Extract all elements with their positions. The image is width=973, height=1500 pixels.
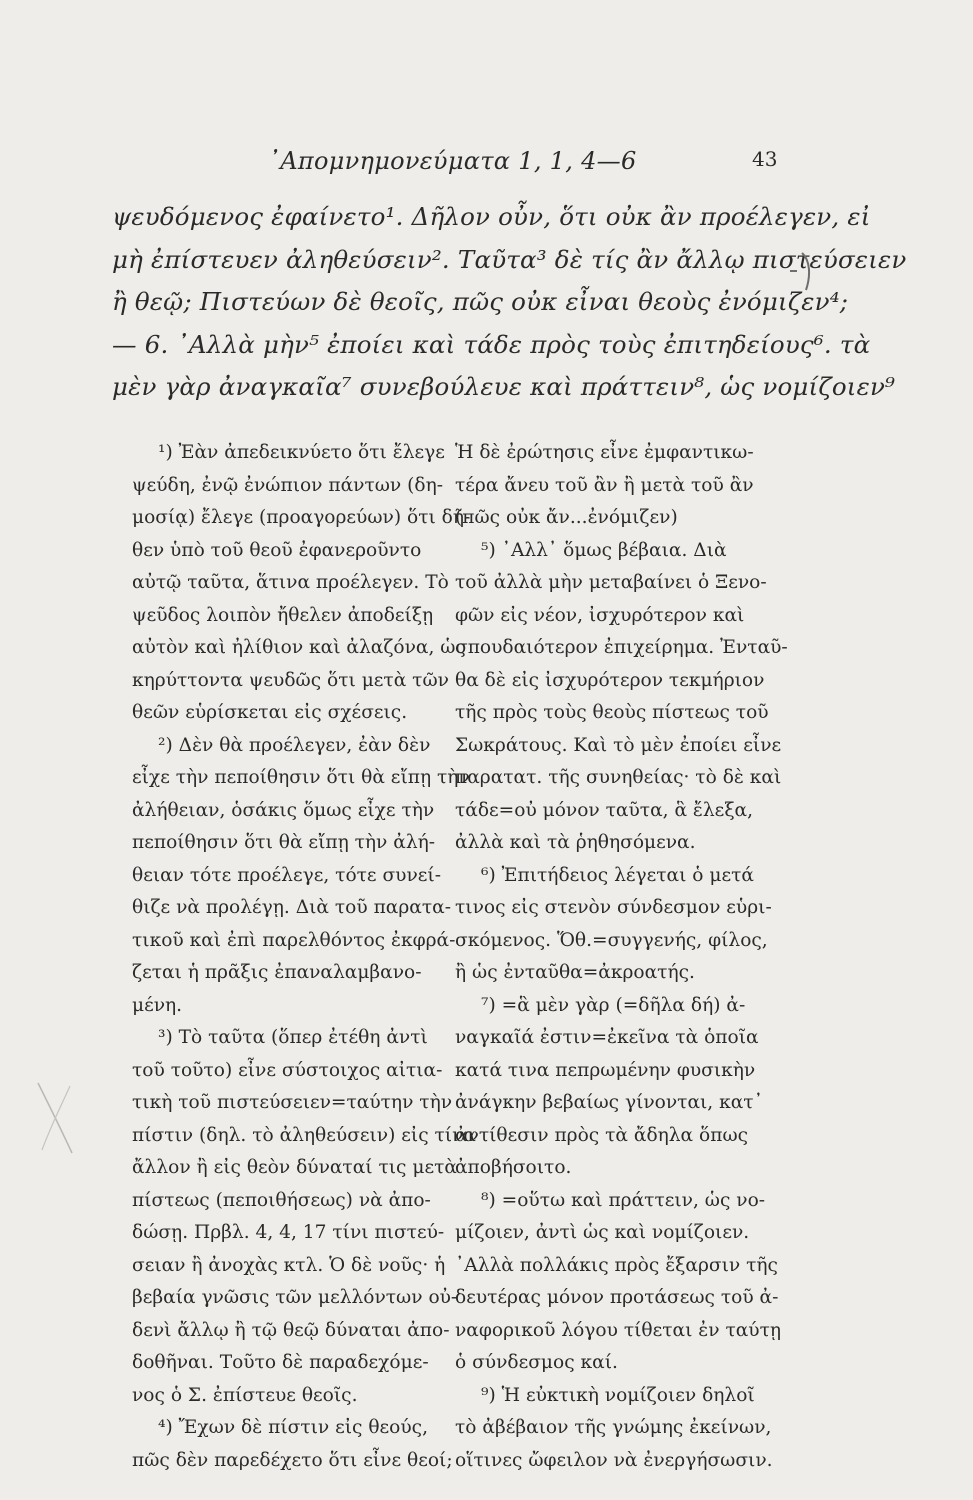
footnote-line [132,1120,476,1153]
footnote-text: ζεται ἡ πρᾶξις ἐπαναλαμβανο- [132,962,422,983]
footnote-line [132,1250,446,1283]
footnotes-left-column [132,437,476,1477]
footnote-line [132,1347,440,1380]
footnote-line [455,600,795,633]
footnote-text: ᾿Αλλ᾿ ὅμως βέβαια. Διὰ [501,539,727,561]
footnote-text: (πῶς οὐκ ἄν...ἐνόμιζεν) [455,507,678,528]
footnote-text: ἄλλον ἢ εἰς θεὸν δύναταί τις μετὰ [132,1157,457,1178]
running-title: ᾿Απομνημονεύματα 1, 1, 4—6 [268,147,637,175]
footnote-marker: ⁷) [481,994,496,1016]
footnote-text: οἵτινες ὤφειλον νὰ ἐνεργήσωσιν. [455,1449,773,1471]
footnote-line [455,1022,795,1055]
footnote-text: ἀλήθειαν, ὁσάκις ὅμως εἶχε τὴν [132,799,435,821]
footnote-line [132,860,440,893]
footnote-text: αὐτὸν καὶ ἠλίθιον καὶ ἀλαζόνα, ὡς [132,637,466,658]
main-text [112,196,907,409]
footnote-line [132,502,471,535]
footnote-line [132,892,451,925]
footnote-line [455,990,795,1023]
footnote-line [132,1152,457,1185]
footnote-text: τικοῦ καὶ ἐπὶ παρελθόντος ἐκφρά- [132,929,456,951]
footnote-line [132,1445,453,1478]
footnote-text: μοσίᾳ) ἔλεγε (προαγορεύων) ὅτι δῆ- [132,507,471,528]
footnote-line [455,1087,795,1120]
footnote-line [455,827,795,860]
footnote-text: Ἐὰν ἀπεδεικνύετο ὅτι ἔλεγε [178,442,445,463]
footnote-text: Δὲν θὰ προέλεγεν, ἐὰν δὲν [178,734,431,756]
footnote-text: βεβαία γνῶσις τῶν μελλόντων οὐ- [132,1287,458,1308]
footnote-line [455,632,795,665]
footnote-line [132,990,440,1023]
footnote-text: Σωκράτους. Καὶ τὸ μὲν ἐποίει εἶνε [455,734,782,756]
footnote-marker: ³) [158,1027,173,1048]
footnote-text: ὁ σύνδεσμος καί. [455,1352,618,1373]
footnote-line [455,1380,795,1413]
footnote [455,990,795,1185]
footnotes-right-column [455,437,795,1477]
footnote-line [132,1412,440,1445]
bracket-mark [780,245,820,305]
footnote-text: ἀντίθεσιν πρὸς τὰ ἄδηλα ὅπως [455,1124,749,1146]
footnote-text: πίστεως (πεποιθήσεως) νὰ ἀπο- [132,1189,431,1211]
footnote-text: σπουδαιότερον ἐπιχείρημα. Ἐνταῦ- [455,637,788,658]
page-number: 43 [752,147,778,171]
footnote-line [455,1315,795,1348]
footnote-text: τοῦ τοῦτο) εἶνε σύστοιχος αἰτια- [132,1059,443,1081]
footnote-line [132,730,440,763]
footnote-marker: ²) [158,734,173,756]
footnote-text: φῶν εἰς νέον, ἰσχυρότερον καὶ [455,604,745,626]
footnote-text: πεποίθησιν ὅτι θὰ εἴπῃ τὴν ἀλή- [132,832,436,853]
footnote-line [455,762,795,795]
footnote-text: ναφορικοῦ λόγου τίθεται ἐν ταύτῃ [455,1319,782,1341]
footnote [455,437,795,535]
footnote-text: θεν ὑπὸ τοῦ θεοῦ ἐφανεροῦντο [132,539,422,561]
page-header [0,143,973,183]
footnote-line [132,1315,450,1348]
footnote-line [132,437,445,470]
footnote-text: αὐτῷ ταῦτα, ἅτινα προέλεγεν. Τὸ [132,572,449,593]
footnote-line [132,1380,440,1413]
footnote-text: θα δὲ εἰς ἰσχυρότερον τεκμήριον [455,669,765,691]
footnote-text: μένη. [132,994,183,1016]
footnote-line [132,632,466,665]
footnote-text: Ἡ δὲ ἐρώτησις εἶνε ἐμφαντικω- [455,442,754,463]
footnote [455,1380,795,1478]
footnote [132,437,471,730]
footnote [132,1022,476,1412]
footnote-marker: ⁶) [481,864,496,886]
footnote-text: δενὶ ἄλλῳ ἢ τῷ θεῷ δύναται ἀπο- [132,1319,450,1341]
footnote-text: θειαν τότε προέλεγε, τότε συνεί- [132,864,441,886]
footnote-text: θεῶν εὑρίσκεται εἰς σχέσεις. [132,702,408,723]
footnote-line [455,1445,795,1478]
footnote-line [132,1185,440,1218]
main-text-line: μὴ ἐπίστευεν ἀληθεύσειν². Ταῦτα³ δὲ τίς ἂν ἄλλῳ πιστεύσειεν [112,244,907,274]
footnote-line [455,697,795,730]
footnote-marker: ⁸) [481,1189,496,1211]
footnote-line [455,892,795,925]
footnote-text: τῆς πρὸς τοὺς θεοὺς πίστεως τοῦ [455,702,769,723]
footnote-text: σκόμενος. Ὅθ.=συγγενής, φίλος, [455,929,768,951]
footnote-line [132,600,440,633]
footnote [455,1185,795,1380]
footnote [132,1412,453,1477]
footnote-text: παρατατ. τῆς συνηθείας· τὸ δὲ καὶ [455,767,782,788]
footnote-text: Τὸ ταῦτα (ὅπερ ἐτέθη ἀντὶ [178,1027,428,1048]
main-text-line: ψευδόμενος ἐφαίνετο¹. Δῆλον οὖν, ὅτι οὐκ ἂν προέλεγεν, εἰ [112,202,871,231]
footnote-line [132,795,440,828]
footnote-text: εἶχε τὴν πεποίθησιν ὅτι θὰ εἴπῃ τὴν [132,767,470,788]
main-text-line: ἢ θεῷ; Πιστεύων δὲ θεοῖς, πῶς οὐκ εἶναι θεοὺς ἐνόμιζεν⁴; [112,287,849,316]
footnote-marker: ⁹) [481,1384,496,1406]
footnote [455,860,795,990]
footnote-text: =ἃ μὲν γὰρ (=δῆλα δή) ἀ- [501,994,746,1016]
footnote-text: σειαν ἢ ἀνοχὰς κτλ. Ὁ δὲ νοῦς· ἡ [132,1254,446,1276]
footnote-line [455,470,795,503]
footnote-line [455,1217,795,1250]
footnote-text: ἀνάγκην βεβαίως γίνονται, κατ᾿ [455,1092,763,1113]
footnote-text: δευτέρας μόνον προτάσεως τοῦ ἀ- [455,1287,779,1308]
footnote-line [132,762,470,795]
footnote-line [455,1282,795,1315]
footnote-text: κηρύττοντα ψευδῶς ὅτι μετὰ τῶν [132,669,449,691]
footnote-text: ψεῦδος λοιπὸν ἤθελεν ἀποδείξῃ [132,604,434,626]
footnote-text: τάδε=οὐ μόνον ταῦτα, ἃ ἔλεξα, [455,799,754,821]
footnote-line [455,1347,795,1380]
footnote-line [455,860,795,893]
footnote-line [132,1217,445,1250]
footnote-line [455,957,795,990]
footnote-marker: ⁵) [481,539,496,561]
footnote-text: τικὴ τοῦ πιστεύσειεν=ταύτην τὴν [132,1092,453,1113]
footnote-marker: ⁴) [158,1417,173,1438]
footnote-line [455,1185,795,1218]
footnote-line [132,1282,458,1315]
footnote-line [455,502,795,535]
footnote-line [455,795,795,828]
footnote-line [132,957,440,990]
footnote-line [455,1120,795,1153]
footnote-text: τινος εἰς στενὸν σύνδεσμον εὑρι- [455,897,772,918]
footnote [455,535,795,860]
main-text-line: μὲν γὰρ ἀναγκαῖα⁷ συνεβούλευε καὶ πράττειν⁸, ὡς νομίζοιεν⁹ [112,372,896,401]
footnote-line [132,1055,443,1088]
footnote-line [132,925,456,958]
footnote-line [455,1152,795,1185]
footnote-text: τὸ ἀβέβαιον τῆς γνώμης ἐκείνων, [455,1417,772,1438]
footnote-text: πῶς δὲν παρεδέχετο ὅτι εἶνε θεοί; [132,1449,453,1471]
footnote-line [132,1087,453,1120]
footnote-text: Ἐπιτήδειος λέγεται ὁ μετά [501,864,754,886]
main-text-line: — 6. ᾿Αλλὰ μὴν⁵ ἐποίει καὶ τάδε πρὸς τοὺς ἐπιτηδείους⁶. τὰ [112,329,871,359]
footnote-line [132,535,440,568]
footnote-text: Ἔχων δὲ πίστιν εἰς θεούς, [178,1417,429,1438]
footnote-text: κατά τινα πεπρωμένην φυσικὴν [455,1059,756,1081]
footnote-line [455,437,795,470]
footnote-text: τέρα ἄνευ τοῦ ἂν ἢ μετὰ τοῦ ἂν [455,474,754,496]
footnote-line [455,665,795,698]
footnote-text: πίστιν (δηλ. τὸ ἀληθεύσειν) εἰς τίνα [132,1124,476,1146]
footnote-text: ναγκαῖά ἐστιν=ἐκεῖνα τὰ ὁποῖα [455,1027,759,1048]
footnote-line [132,827,440,860]
footnote-text: δώσῃ. Πρβλ. 4, 4, 17 τίνι πιστεύ- [132,1222,445,1243]
footnote-text: ψεύδη, ἐνῷ ἐνώπιον πάντων (δη- [132,474,444,496]
footnote-line [455,730,795,763]
footnote-text: Ἡ εὐκτικὴ νομίζοιεν δηλοῖ [501,1384,755,1406]
footnote-line [455,1412,795,1445]
footnote-line [132,697,440,730]
footnote-text: ἀποβήσοιτο. [455,1157,572,1178]
footnote-text: =οὕτω καὶ πράττειν, ὡς νο- [501,1189,766,1211]
footnote-marker: ¹) [158,442,173,463]
footnote-line [455,535,795,568]
footnote-line [132,567,449,600]
footnote-line [455,1055,795,1088]
footnote-text: νος ὁ Σ. ἐπίστευε θεοῖς. [132,1384,358,1406]
pencil-cross-mark [30,1078,80,1158]
footnote-text: ἀλλὰ καὶ τὰ ῥηθησόμενα. [455,832,696,853]
footnote-line [132,665,449,698]
footnote-text: ᾿Αλλὰ πολλάκις πρὸς ἔξαρσιν τῆς [455,1254,778,1276]
footnote-text: τοῦ ἀλλὰ μὴν μεταβαίνει ὁ Ξενο- [455,572,767,593]
footnote-line [132,1022,440,1055]
footnote-text: ἢ ὡς ἐνταῦθα=ἀκροατής. [455,962,695,983]
footnote-line [455,925,795,958]
footnote-text: μίζοιεν, ἀντὶ ὡς καὶ νομίζοιεν. [455,1222,750,1243]
footnote-text: θιζε νὰ προλέγῃ. Διὰ τοῦ παρατα- [132,897,451,918]
footnote-line [455,567,795,600]
footnote-line [132,470,444,503]
footnote [132,730,470,1023]
footnote-text: δοθῆναι. Τοῦτο δὲ παραδεχόμε- [132,1352,429,1373]
footnote-line [455,1250,795,1283]
